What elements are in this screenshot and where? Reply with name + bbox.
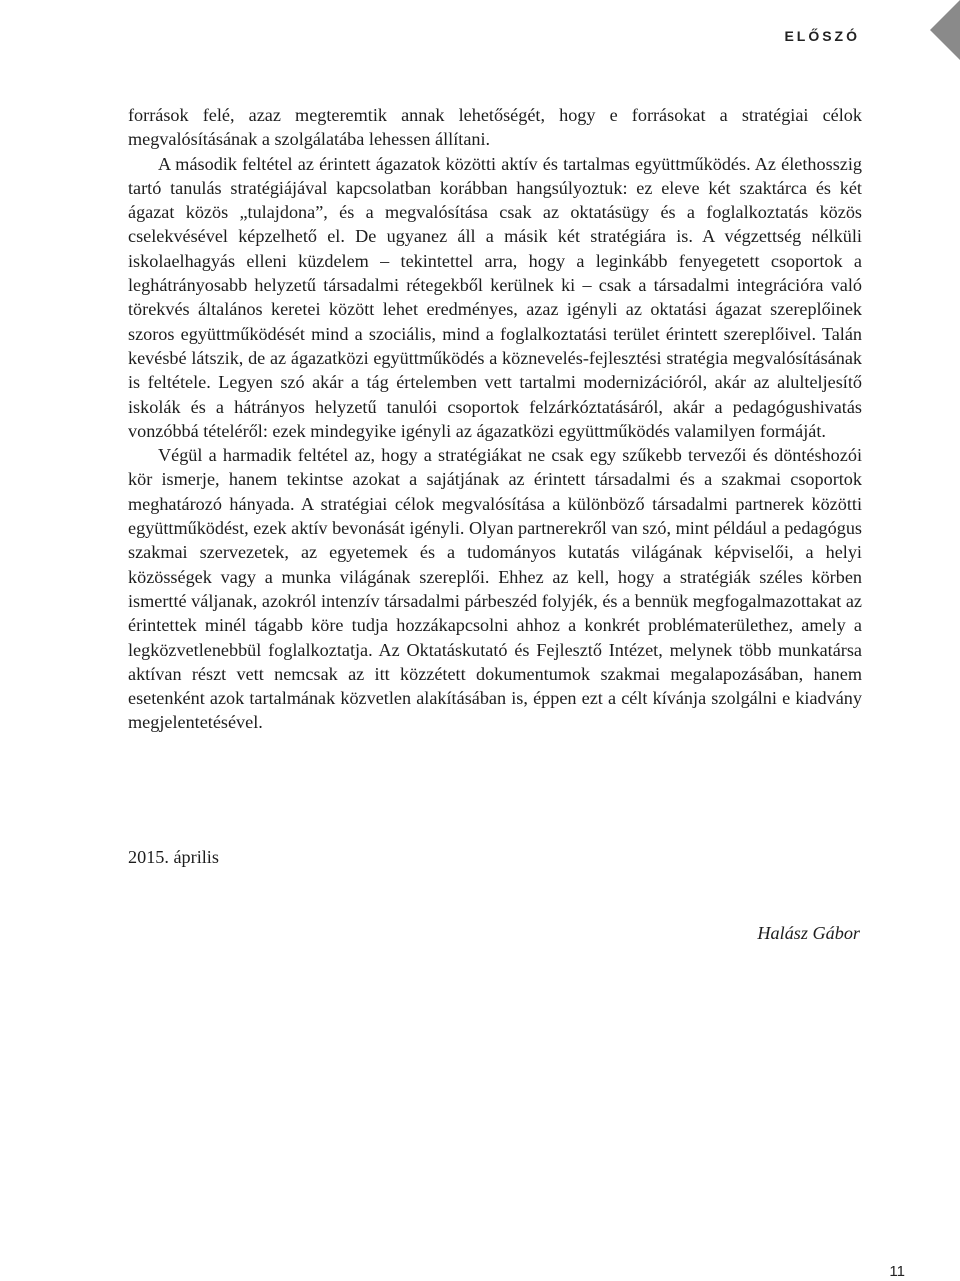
corner-tab-marker [902, 0, 960, 60]
running-header: ELŐSZÓ [784, 28, 860, 44]
date-line: 2015. április [128, 847, 219, 867]
body-text [128, 103, 862, 735]
paragraph-2: A második feltétel az érintett ágazatok közötti aktív és tartalmas együttműködés. Az élethosszig tartó tanulás stratégiájával kapcsolatban korábban hangsúlyoztuk: ez eleve két szaktárca és két ágazat közös „tulajdona”, és a megvalósítása csak az oktatásügy és a foglalkoztatás közös cselekvésével képzelhető el. De ugyanez áll a másik két stratégiára is. A végzettség nélküli iskolaelhagyás elleni küzdelem – tekintettel arra, hogy a leginkább fenyegetett csoportok a leghátrányosabb helyzetű társadalmi rétegekből kerülnek ki – csak a társadalmi integrációra való törekvés általános keretei között lehet eredményes, azaz igényli az oktatási ágazat szereplőinek szoros együttműködését mind a szociális, mind a foglalkoztatási terület érintett szereplőivel. Talán kevésbé látszik, de az ágazatközi együttműködés a köznevelés-fejlesztési stratégia megvalósításának is feltétele. Legyen szó akár a tág értelemben vett tartalmi modernizációról, akár az alulteljesítő iskolák és a hátrányos helyzetű tanulói csoportok felzárkóztatásáról, akár a pedagógushivatás vonzóbbá tételéről: ezek mindegyike igényli az ágazatközi együttműködés valamilyen formáját. [128, 153, 862, 441]
paragraph-1: források felé, azaz megteremtik annak lehetőségét, hogy e forrásokat a stratégiai célok megvalósításának a szolgálatába lehessen állítani. [128, 105, 862, 150]
author-signature: Halász Gábor [757, 923, 860, 943]
paragraph-3: Végül a harmadik feltétel az, hogy a stratégiákat ne csak egy szűkebb tervezői és döntéshozói kör ismerje, hanem tekintse azokat a sajátjának az érintett társadalmi és a szakmai csoportok meghatározó hányada. A stratégiai célok megvalósítása a különböző társadalmi partnerek közötti együttműködést, ezek aktív bevonását igényli. Olyan partnerekről van szó, mint például a pedagógus szakmai szervezetek, az egyetemek és a tudományos kutatás világának képviselői, a helyi közösségek vagy a munka világának szereplői. Ehhez az kell, hogy a stratégiák széles körben ismertté váljanak, azokról intenzív társadalmi párbeszéd folyjék, és a bennük megfogalmazottakat az érintettek minél tágabb köre tudja hozzákapcsolni ahhoz a konkrét problématerülethez, amely a legközvetlenebbül foglalkoztatja. Az Oktatáskutató és Fejlesztő Intézet, melynek több munkatársa aktívan részt vett nemcsak az itt közzétett dokumentumok szakmai megalapozásában, hanem esetenként azok tartalmának közvetlen alakításában is, éppen ezt a célt kívánja szolgálni e kiadvány megjelentetésével. [128, 445, 862, 733]
page-number: 11 [889, 1263, 905, 1280]
